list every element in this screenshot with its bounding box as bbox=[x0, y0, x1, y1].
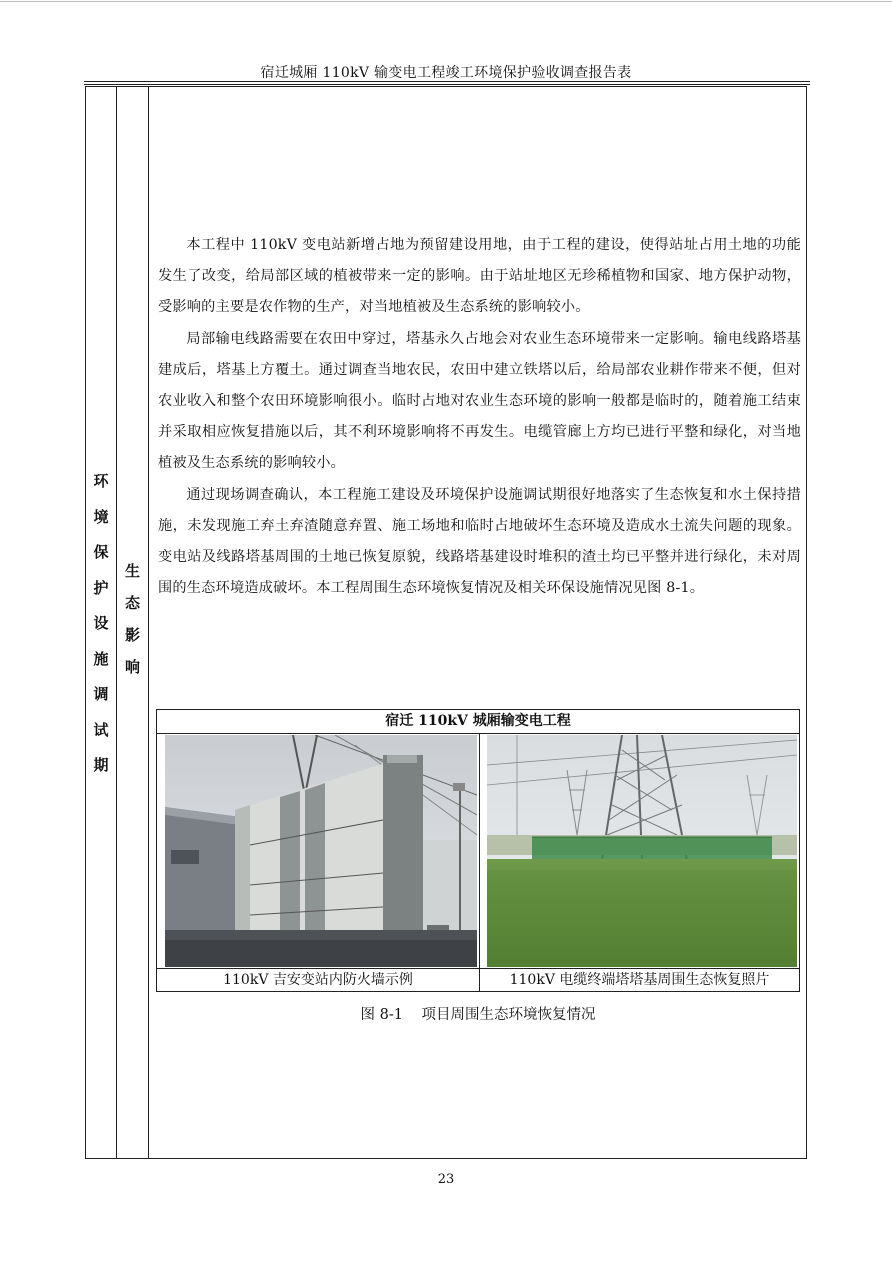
photo-divider bbox=[479, 733, 480, 991]
category-char: 调 bbox=[93, 685, 109, 703]
photo-table-title: 宿迁 110kV 城厢输变电工程 bbox=[157, 710, 799, 734]
top-edge-rule bbox=[0, 1, 892, 2]
category-char: 设 bbox=[93, 614, 109, 632]
category-char: 施 bbox=[93, 649, 109, 668]
header-rule bbox=[84, 81, 810, 82]
category-char: 环 bbox=[93, 472, 109, 490]
body-content bbox=[158, 230, 801, 604]
figure-caption: 图 8-1 项目周围生态环境恢复情况 bbox=[360, 1007, 596, 1023]
photo-left-caption: 110kV 吉安变站内防火墙示例 bbox=[223, 972, 413, 988]
column-divider-2 bbox=[148, 86, 149, 1159]
body-paragraph: 本工程中 110kV 变电站新增占地为预留建设用地，由于工程的建设，使得站址占用土地的功能发生了改变，给局部区域的植被带来一定的影响。由于站址地区无珍稀植物和国家、地方保护动物，受影响的主要是农作物的生产，对当地植被及生态系统的影响较小。 bbox=[158, 237, 801, 316]
tower-photo bbox=[487, 735, 797, 967]
subcategory-char: 响 bbox=[124, 658, 140, 676]
category-char: 境 bbox=[93, 507, 109, 526]
photo-right-caption: 110kV 电缆终端塔塔基周围生态恢复照片 bbox=[509, 972, 770, 988]
page-header-title: 宿迁城厢 110kV 输变电工程竣工环境保护验收调查报告表 bbox=[260, 65, 632, 81]
subcategory-char: 影 bbox=[124, 626, 140, 644]
category-char: 保 bbox=[93, 543, 109, 561]
subcategory-label bbox=[117, 560, 148, 688]
category-label bbox=[86, 470, 116, 790]
category-char: 试 bbox=[93, 720, 109, 739]
category-char: 护 bbox=[93, 578, 109, 597]
category-char: 期 bbox=[93, 756, 109, 774]
body-paragraph: 通过现场调查确认，本工程施工建设及环境保护设施调试期很好地落实了生态恢复和水土保持措施，未发现施工弃土弃渣随意弃置、施工场地和临时占地破坏生态环境及造成水土流失问题的现象。变电站及线路塔基周围的土地已恢复原貌，线路塔基建设时堆积的渣土均已平整并进行绿化，未对周围的生态环境造成破坏。本工程周围生态环境恢复情况及相关环保设施情况见图 8-1。 bbox=[158, 486, 801, 597]
page-number: 23 bbox=[437, 1172, 455, 1187]
body-paragraph: 局部输电线路需要在农田中穿过，塔基永久占地会对农业生态环境带来一定影响。输电线路塔基建成后，塔基上方覆土。通过调查当地农民，农田中建立铁塔以后，给局部农业耕作带来不便，但对农业收入和整个农田环境影响很小。临时占地对农业生态环境的影响一般都是临时的，随着施工结束并采取相应恢复措施以后，其不利环境影响将不再发生。电缆管廊上方均已进行平整和绿化，对当地植被及生态系统的影响较小。 bbox=[158, 330, 801, 472]
subcategory-char: 态 bbox=[124, 594, 140, 612]
photo-table bbox=[156, 709, 800, 992]
firewall-photo bbox=[165, 735, 477, 967]
subcategory-char: 生 bbox=[124, 562, 140, 580]
header-rule-secondary bbox=[84, 84, 810, 85]
